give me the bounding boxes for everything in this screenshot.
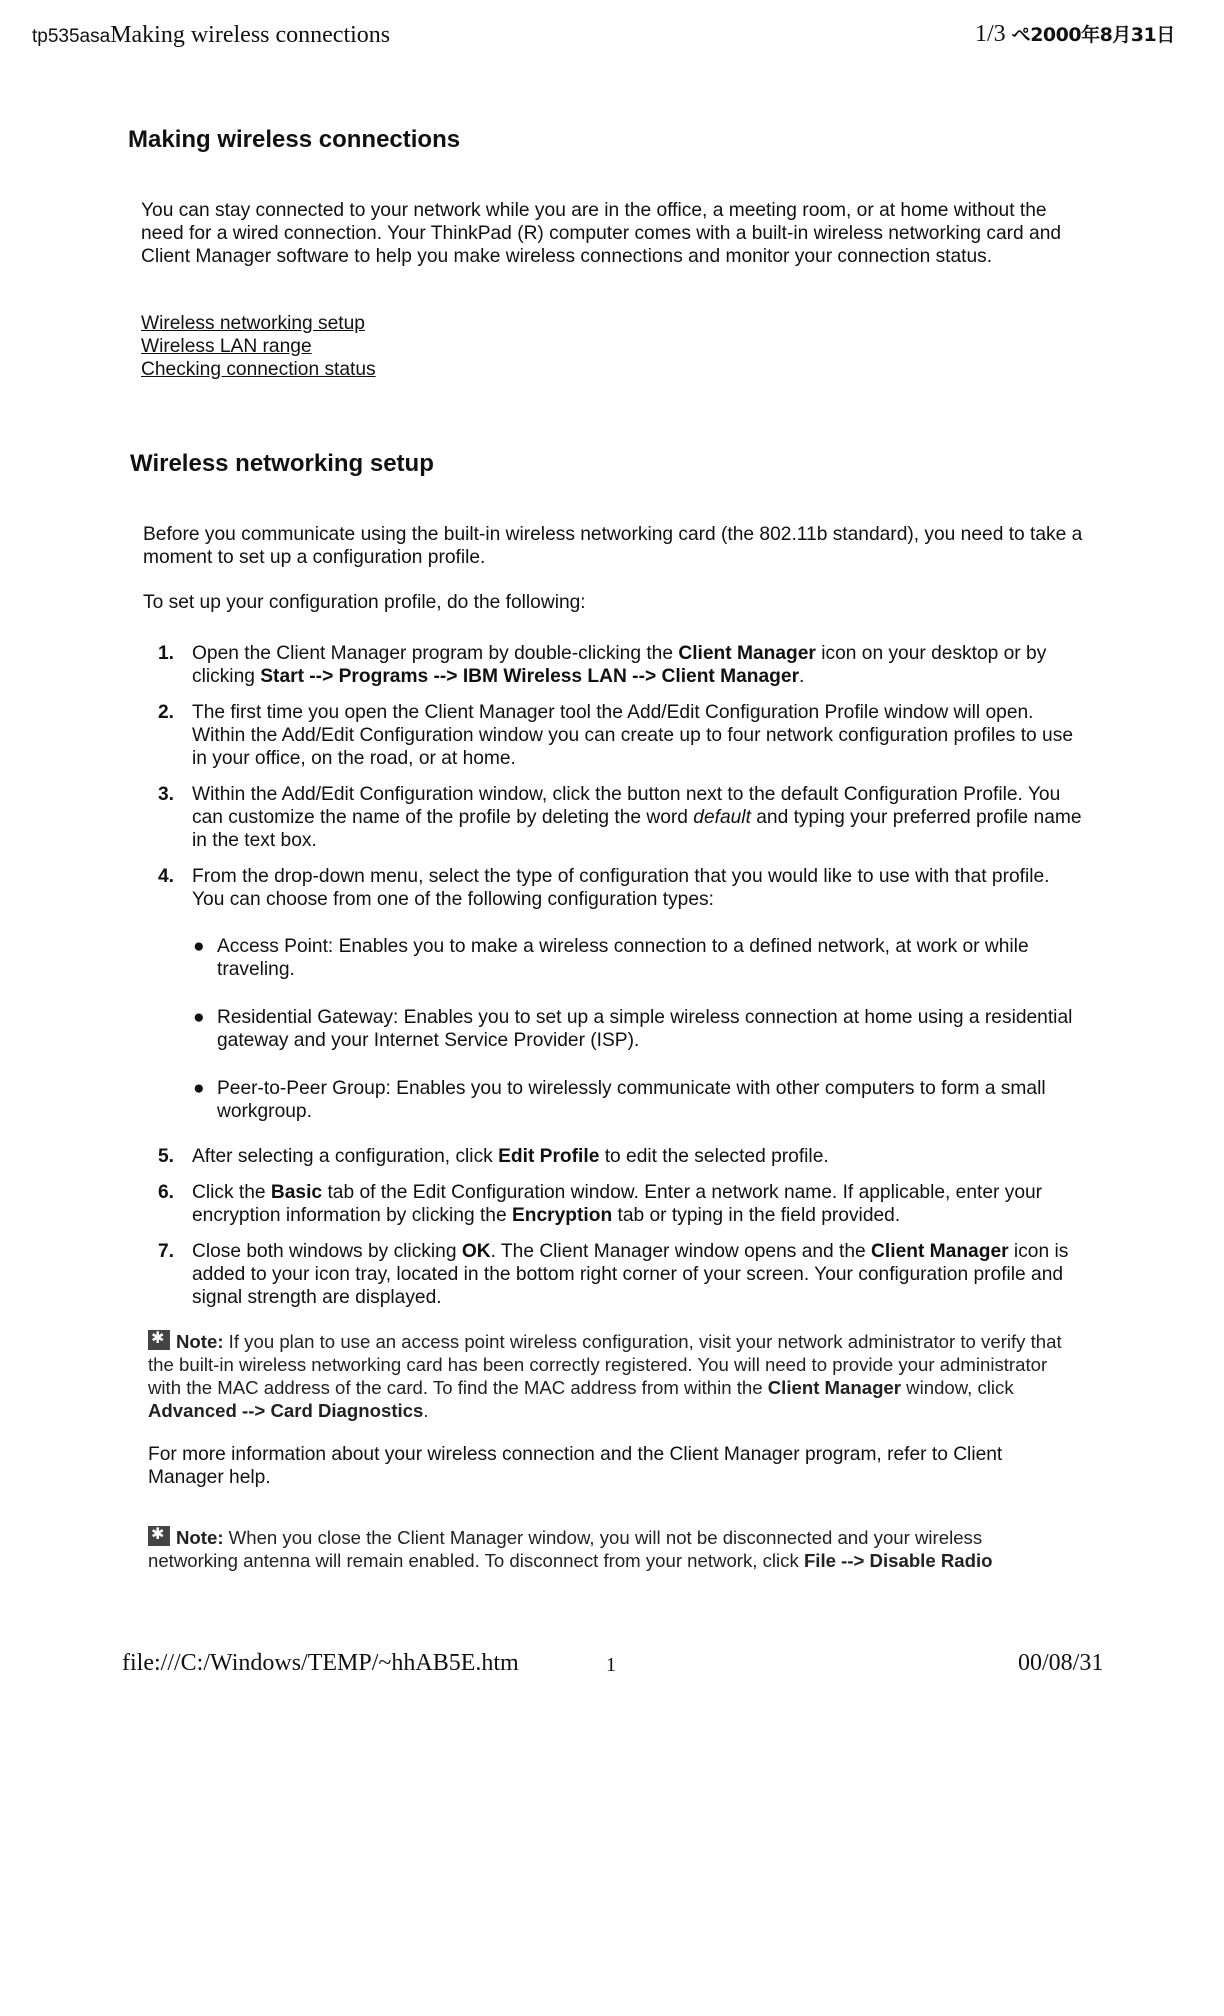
print-header-title: [32, 22, 390, 49]
step-4: 4. From the drop-down menu, select the type of configuration that you would like to use with that profile. You can choose from one of the following configuration types: ● Access Point: Enables you to make a wireless connection to a defined network, at work or while traveling. ● Residential Gateway: Enables you to set up a simple wireless connection at home using a residential gateway and your Internet Service Provider (ISP). ● Peer-to-Peer Group: Enables you to wirelessly communicate with other computers to form a small workgroup.: [192, 865, 1082, 1123]
footer-date: 00/08/31: [1018, 1650, 1104, 1676]
setup-steps: [158, 642, 1082, 1322]
header-title: Making wireless connections: [110, 22, 391, 48]
section-heading-wireless-setup: Wireless networking setup: [130, 450, 434, 477]
bullet-icon: ●: [193, 1078, 205, 1099]
note-mac-address: ✱Note: If you plan to use an access point wireless configuration, visit your network administrator to verify that the built-in wireless networking card has been correctly registered. You will need to provide your administrator with the MAC address of the card. To find the MAC address from within the Client Manager window, click Advanced --> Card Diagnostics.: [148, 1330, 1068, 1422]
setup-intro-paragraph: Before you communicate using the built-in wireless networking card (the 802.11b standard), you need to take a moment to set up a configuration profile.: [143, 524, 1083, 568]
section-heading-making-wireless: Making wireless connections: [128, 126, 461, 153]
more-info-paragraph: For more information about your wireless connection and the Client Manager program, refer to Client Manager help.: [148, 1444, 1003, 1488]
header-page: 1/3: [975, 21, 1006, 47]
step-2: 2. The first time you open the Client Manager tool the Add/Edit Configuration Profile window will open. Within the Add/Edit Configuration window you can create up to four network configuration profiles to use in your office, on the road, or at home.: [158, 702, 1073, 769]
note-label: Note:: [176, 1527, 224, 1548]
type-peer-to-peer: ● Peer-to-Peer Group: Enables you to wirelessly communicate with other computers to form a small workgroup.: [193, 1078, 1046, 1122]
bullet-icon: ●: [193, 936, 205, 957]
note-icon: [148, 1526, 170, 1546]
note-icon: [148, 1330, 170, 1350]
footer-page-number: 1: [606, 1654, 616, 1676]
step-7: 7. Close both windows by clicking OK. The Client Manager window opens and the Client Manager icon is added to your icon tray, located in the bottom right corner of your screen. Your configuration profile and signal strength are displayed.: [158, 1241, 1069, 1308]
step-6: 6. Click the Basic tab of the Edit Configuration window. Enter a network name. If applicable, enter your encryption information by clicking the Encryption tab or typing in the field provided.: [158, 1182, 1043, 1226]
note-label: Note:: [176, 1331, 224, 1352]
topic-links: [141, 312, 376, 381]
bullet-icon: ●: [193, 1007, 205, 1028]
header-mark: ぺ: [1011, 24, 1031, 46]
configuration-types-list: [192, 935, 1082, 1123]
step-5: 5. After selecting a configuration, click Edit Profile to edit the selected profile.: [158, 1146, 829, 1167]
type-access-point: ● Access Point: Enables you to make a wireless connection to a defined network, at work or while traveling.: [193, 936, 1029, 980]
link-checking-connection-status[interactable]: Checking connection status: [141, 359, 376, 380]
setup-instructions-lead: To set up your configuration profile, do the following:: [143, 592, 586, 613]
step-3: 3. Within the Add/Edit Configuration window, click the button next to the default Configuration Profile. You can customize the name of the profile by deleting the word default and typing your preferred profile name in the text box.: [158, 784, 1082, 851]
header-tag: tp535asa: [32, 26, 111, 47]
footer-file-path: file:///C:/Windows/TEMP/~hhAB5E.htm: [122, 1650, 519, 1676]
step-1: 1. Open the Client Manager program by double-clicking the Client Manager icon on your desktop or by clicking Start --> Programs --> IBM Wireless LAN --> Client Manager.: [158, 643, 1047, 687]
intro-paragraph: You can stay connected to your network while you are in the office, a meeting room, or at home without the need for a wired connection. Your ThinkPad (R) computer comes with a built-in wireless networking card and Client Manager software to help you make wireless connections and monitor your connection status.: [141, 200, 1062, 267]
type-residential-gateway: ● Residential Gateway: Enables you to set up a simple wireless connection at home using a residential gateway and your Internet Service Provider (ISP).: [193, 1007, 1073, 1051]
link-wireless-lan-range[interactable]: Wireless LAN range: [141, 336, 312, 357]
link-wireless-networking-setup[interactable]: Wireless networking setup: [141, 313, 365, 334]
header-date: 2000年8月31日: [1030, 24, 1175, 46]
note-disconnect: ✱Note: When you close the Client Manager window, you will not be disconnected and your wireless networking antenna will remain enabled. To disconnect from your network, click File --> Disable Radio: [148, 1526, 1068, 1572]
print-header-date: [975, 20, 1175, 48]
